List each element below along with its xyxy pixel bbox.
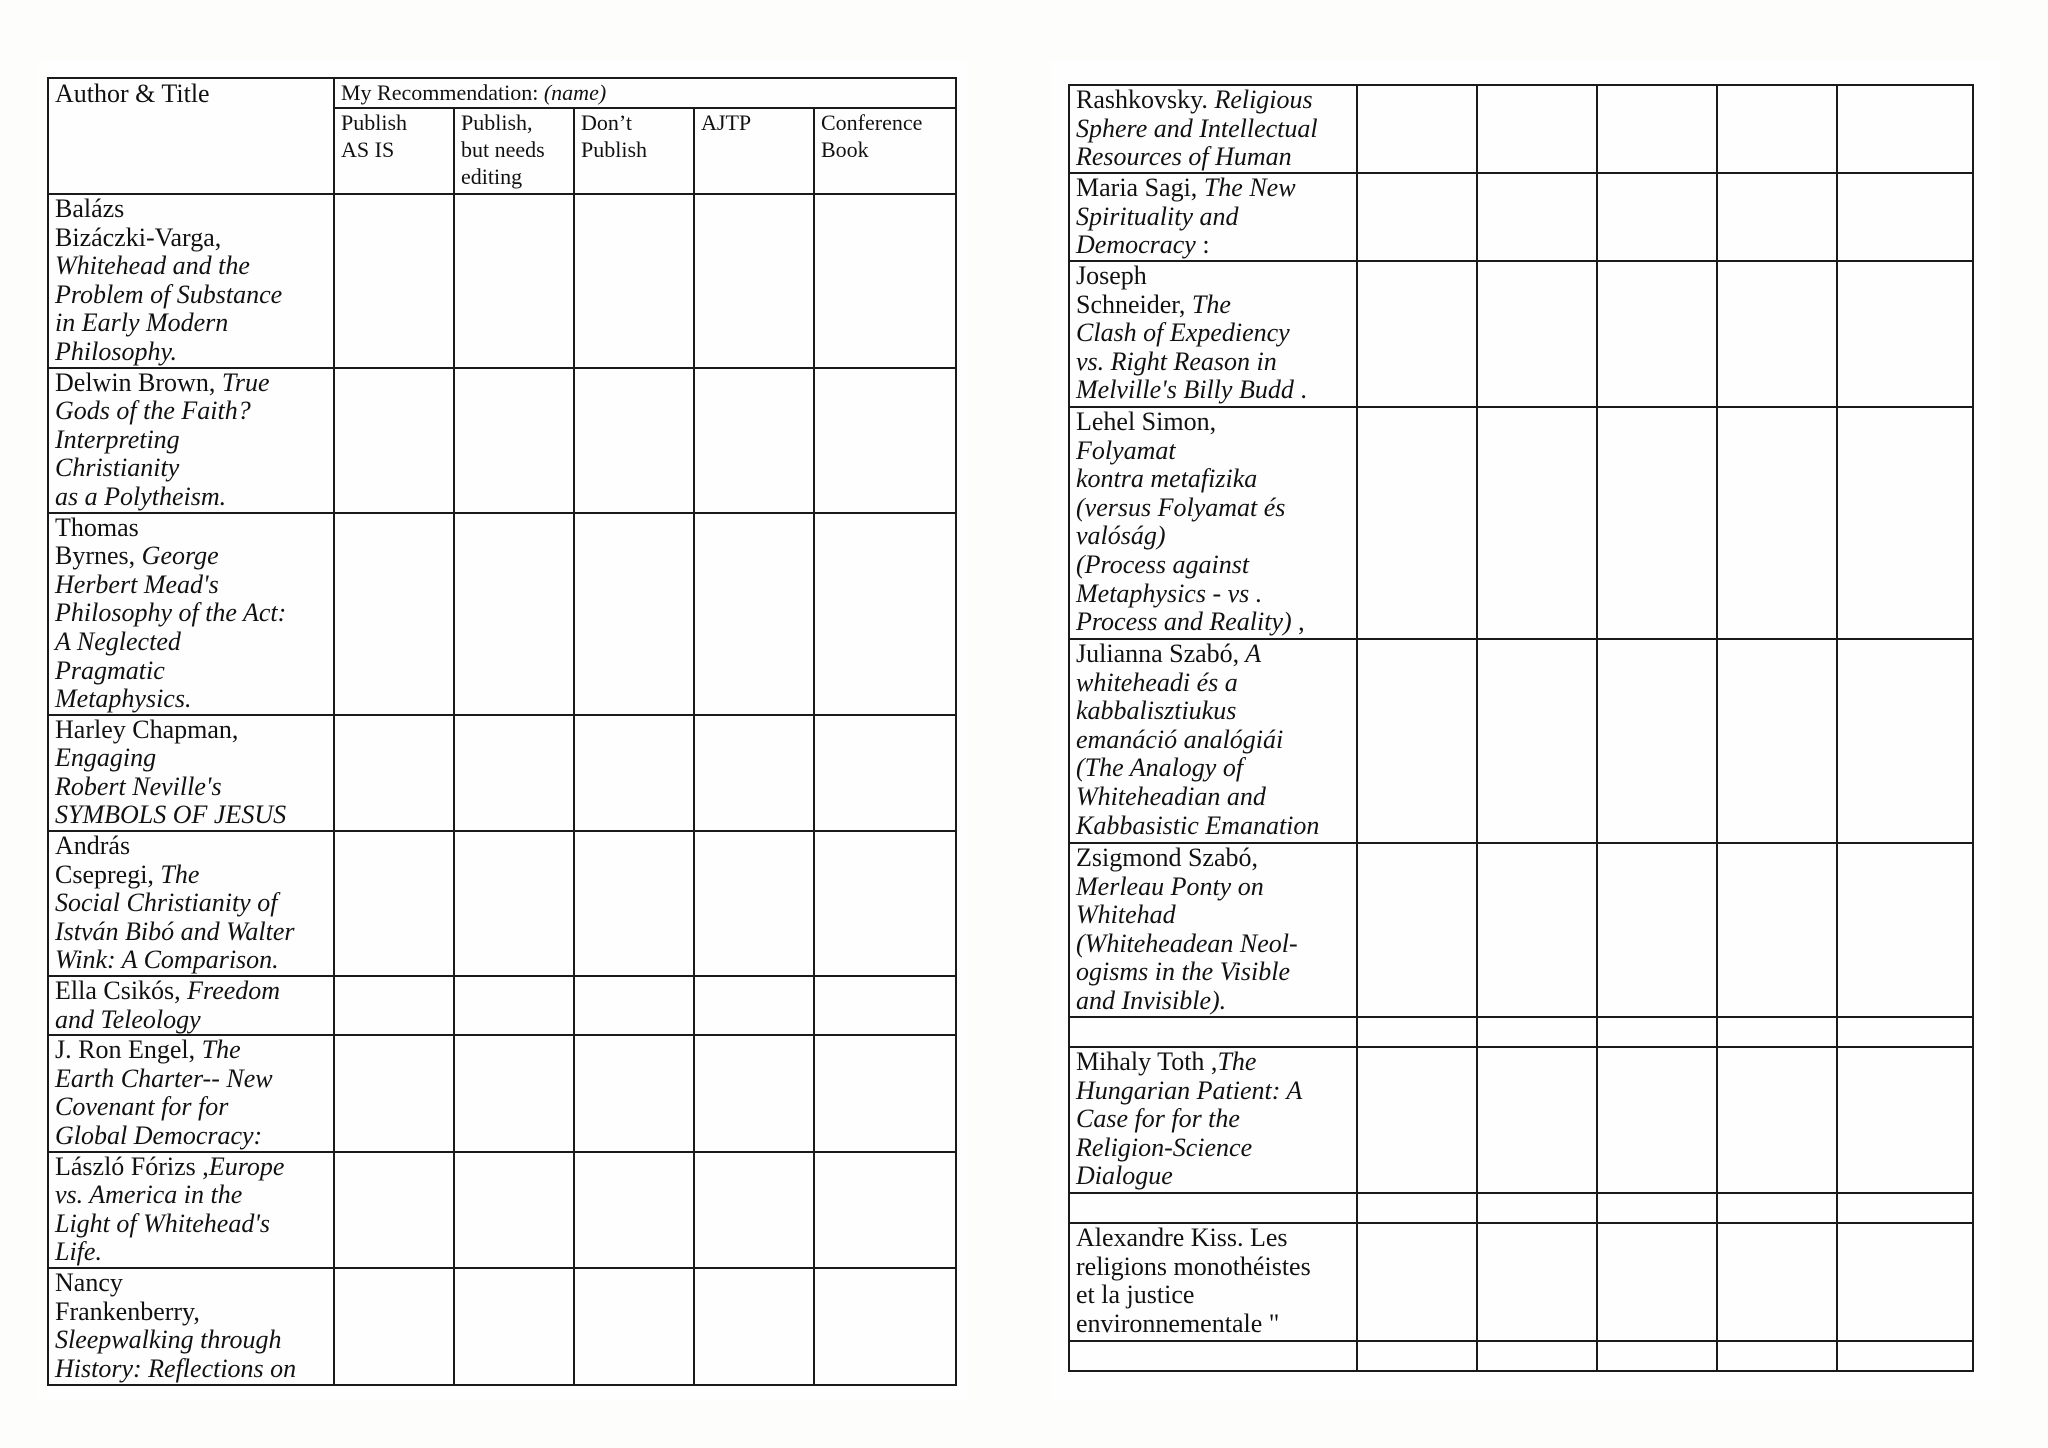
entry-cell	[1069, 639, 1357, 843]
checkbox-dont-publish[interactable]	[1597, 1193, 1717, 1223]
checkbox-publish-needs-editing[interactable]	[1477, 1193, 1597, 1223]
entry-author: András Csepregi,	[55, 831, 154, 889]
table-row	[48, 831, 956, 976]
entry-cell	[1069, 85, 1357, 173]
entry-cell	[1069, 173, 1357, 261]
table-row	[1069, 639, 1973, 843]
checkbox-publish-as-is[interactable]	[1357, 843, 1477, 1017]
checkbox-ajtp[interactable]	[694, 715, 814, 831]
checkbox-publish-needs-editing[interactable]	[1477, 407, 1597, 639]
entry-cell	[48, 976, 334, 1035]
checkbox-conference-book[interactable]	[814, 831, 956, 976]
entry-title: Engaging Robert Neville's SYMBOLS OF JESUS	[55, 743, 287, 830]
entry-author: Lehel Simon,	[1076, 407, 1217, 436]
entry-title: Folyamat kontra metafizika (versus Folyamat és valóság) (Process against Metaphysics - vs . Process and Reality)	[1076, 435, 1292, 637]
entry-cell-empty	[1069, 1193, 1357, 1223]
entry-title: Merleau Ponty on Whitehad (Whiteheadean Neol- ogisms in the Visible and Invisible).	[1076, 871, 1298, 1015]
entry-title: Whitehead and the Problem of Substance in Early Modern Philosophy.	[55, 251, 283, 366]
checkbox-publish-needs-editing[interactable]	[1477, 1047, 1597, 1193]
entry-author: Harley Chapman,	[55, 714, 239, 744]
checkbox-publish-needs-editing[interactable]	[454, 1152, 574, 1268]
checkbox-conference-book[interactable]	[814, 1035, 956, 1151]
entry-author: Zsigmond Szabó,	[1076, 843, 1258, 872]
checkbox-publish-as-is[interactable]	[1357, 639, 1477, 843]
entry-cell	[48, 194, 334, 368]
checkbox-ajtp[interactable]	[694, 1268, 814, 1385]
table-row	[1069, 85, 1973, 173]
entry-title: Freedom and Teleology	[55, 976, 281, 1034]
entry-cell	[48, 1035, 334, 1151]
checkbox-publish-as-is[interactable]	[334, 194, 454, 368]
entry-author: Maria Sagi,	[1076, 173, 1198, 202]
entry-cell	[1069, 407, 1357, 639]
checkbox-ajtp[interactable]	[1717, 261, 1837, 407]
table-row-empty	[1069, 1341, 1973, 1371]
checkbox-publish-needs-editing[interactable]	[1477, 261, 1597, 407]
table-row	[1069, 843, 1973, 1017]
checkbox-dont-publish[interactable]	[1597, 1341, 1717, 1371]
checkbox-publish-as-is[interactable]	[1357, 261, 1477, 407]
checkbox-conference-book[interactable]	[1837, 843, 1973, 1017]
entry-cell	[48, 715, 334, 831]
entry-suffix: .	[1293, 375, 1307, 405]
checkbox-ajtp[interactable]	[694, 1035, 814, 1151]
checkbox-ajtp[interactable]	[1717, 173, 1837, 261]
checkbox-publish-needs-editing[interactable]	[454, 831, 574, 976]
column-publish-needs-editing: Publish, but needs editing	[454, 108, 574, 194]
checkbox-publish-as-is[interactable]	[334, 368, 454, 513]
checkbox-ajtp[interactable]	[1717, 1193, 1837, 1223]
entry-title: The Clash of Expediency vs. Right Reason in Melville's Billy Budd	[1076, 289, 1294, 405]
checkbox-publish-as-is[interactable]	[1357, 1193, 1477, 1223]
checkbox-dont-publish[interactable]	[1597, 85, 1717, 173]
table-row	[48, 1268, 956, 1385]
checkbox-publish-needs-editing[interactable]	[454, 513, 574, 715]
checkbox-conference-book[interactable]	[814, 976, 956, 1035]
checkbox-dont-publish[interactable]	[1597, 1017, 1717, 1047]
entry-author: Delwin Brown,	[55, 367, 216, 397]
checkbox-ajtp[interactable]	[694, 194, 814, 368]
entry-cell-empty	[1069, 1341, 1357, 1371]
recommendation-header	[334, 78, 956, 108]
checkbox-publish-as-is[interactable]	[1357, 1341, 1477, 1371]
checkbox-publish-needs-editing[interactable]	[1477, 1017, 1597, 1047]
entry-cell	[48, 513, 334, 715]
checkbox-publish-needs-editing[interactable]	[454, 368, 574, 513]
table-row	[48, 1152, 956, 1268]
entry-title: The Social Christianity of István Bibó and Walter Wink: A Comparison.	[55, 859, 295, 975]
checkbox-ajtp[interactable]	[1717, 1047, 1837, 1193]
table-row	[48, 194, 956, 368]
checkbox-dont-publish[interactable]	[574, 715, 694, 831]
checkbox-publish-as-is[interactable]	[1357, 1047, 1477, 1193]
checkbox-publish-as-is[interactable]	[1357, 85, 1477, 173]
checkbox-ajtp[interactable]	[694, 976, 814, 1035]
table-row	[1069, 173, 1973, 261]
checkbox-publish-as-is[interactable]	[334, 976, 454, 1035]
checkbox-publish-as-is[interactable]	[334, 1152, 454, 1268]
checkbox-ajtp[interactable]	[1717, 85, 1837, 173]
table-row	[48, 715, 956, 831]
checkbox-ajtp[interactable]	[694, 513, 814, 715]
entry-cell	[1069, 843, 1357, 1017]
checkbox-dont-publish[interactable]	[1597, 407, 1717, 639]
checkbox-dont-publish[interactable]	[574, 1268, 694, 1385]
checkbox-conference-book[interactable]	[814, 513, 956, 715]
checkbox-ajtp[interactable]	[1717, 1017, 1837, 1047]
checkbox-conference-book[interactable]	[1837, 261, 1973, 407]
checkbox-conference-book[interactable]	[1837, 1223, 1973, 1341]
checkbox-publish-needs-editing[interactable]	[1477, 843, 1597, 1017]
checkbox-conference-book[interactable]	[814, 1152, 956, 1268]
checkbox-publish-needs-editing[interactable]	[1477, 85, 1597, 173]
checkbox-dont-publish[interactable]	[1597, 843, 1717, 1017]
entry-cell	[48, 1152, 334, 1268]
checkbox-publish-needs-editing[interactable]	[454, 1035, 574, 1151]
checkbox-ajtp[interactable]	[1717, 407, 1837, 639]
table-row	[48, 976, 956, 1035]
checkbox-ajtp[interactable]	[1717, 1223, 1837, 1341]
entry-author: Ella Csikós,	[55, 976, 181, 1006]
entry-author: J. Ron Engel,	[55, 1035, 196, 1065]
entry-title: Religious Sphere and Intellectual Resources of Human	[1076, 85, 1318, 172]
checkbox-ajtp[interactable]	[1717, 843, 1837, 1017]
checkbox-conference-book[interactable]	[1837, 1047, 1973, 1193]
entry-author: Nancy Frankenberry,	[55, 1267, 200, 1326]
checkbox-publish-needs-editing[interactable]	[1477, 173, 1597, 261]
table-row	[1069, 261, 1973, 407]
entry-title: Sleepwalking through History: Reflections on	[55, 1325, 297, 1383]
entry-cell	[48, 1268, 334, 1385]
checkbox-conference-book[interactable]	[1837, 1017, 1973, 1047]
checkbox-conference-book[interactable]	[1837, 639, 1973, 843]
column-publish-as-is: Publish AS IS	[334, 108, 454, 194]
checkbox-publish-as-is[interactable]	[334, 1268, 454, 1385]
checkbox-ajtp[interactable]	[694, 831, 814, 976]
checkbox-ajtp[interactable]	[694, 1152, 814, 1268]
entry-author: László Fórizs ,	[55, 1151, 209, 1181]
entry-title: A whiteheadi és a kabbalisztiukus emanáció analógiái (The Analogy of Whiteheadian and Kabbasistic Emanation	[1076, 639, 1320, 840]
checkbox-dont-publish[interactable]	[1597, 1223, 1717, 1341]
entry-cell	[48, 368, 334, 513]
entry-cell-empty	[1069, 1017, 1357, 1047]
checkbox-dont-publish[interactable]	[1597, 173, 1717, 261]
table-row	[1069, 1223, 1973, 1341]
checkbox-ajtp[interactable]	[694, 368, 814, 513]
checkbox-ajtp[interactable]	[1717, 639, 1837, 843]
table-row	[48, 368, 956, 513]
entry-title: The Hungarian Patient: A Case for for the Religion-Science Dialogue	[1076, 1047, 1303, 1191]
checkbox-dont-publish[interactable]	[574, 976, 694, 1035]
entry-title: The Earth Charter-- New Covenant for for Global Democracy:	[55, 1035, 273, 1150]
checkbox-dont-publish[interactable]	[1597, 261, 1717, 407]
checkbox-dont-publish[interactable]	[574, 513, 694, 715]
column-conference-book: Conference Book	[814, 108, 956, 194]
checkbox-dont-publish[interactable]	[574, 1152, 694, 1268]
entry-title: George Herbert Mead's Philosophy of the Act: A Neglected Pragmatic Metaphysics.	[55, 541, 287, 714]
checkbox-ajtp[interactable]	[1717, 1341, 1837, 1371]
checkbox-publish-as-is[interactable]	[1357, 1223, 1477, 1341]
checkbox-publish-as-is[interactable]	[1357, 173, 1477, 261]
checkbox-conference-book[interactable]	[814, 1268, 956, 1385]
entry-cell	[1069, 1047, 1357, 1193]
checkbox-publish-as-is[interactable]	[334, 831, 454, 976]
left-review-table	[47, 77, 957, 1386]
entry-author: Balázs Bizáczki-Varga,	[55, 194, 222, 252]
checkbox-publish-as-is[interactable]	[1357, 407, 1477, 639]
checkbox-conference-book[interactable]	[814, 715, 956, 831]
recommendation-name: (name)	[543, 80, 607, 105]
checkbox-conference-book[interactable]	[1837, 85, 1973, 173]
entry-title: Europe vs. America in the Light of Whitehead's Life.	[55, 1151, 285, 1267]
checkbox-publish-needs-editing[interactable]	[454, 1268, 574, 1385]
checkbox-publish-as-is[interactable]	[334, 715, 454, 831]
checkbox-conference-book[interactable]	[1837, 407, 1973, 639]
checkbox-dont-publish[interactable]	[574, 1035, 694, 1151]
checkbox-publish-needs-editing[interactable]	[1477, 1223, 1597, 1341]
entry-cell	[1069, 1223, 1357, 1341]
entry-author: Mihaly Toth ,	[1076, 1047, 1218, 1076]
table-row-empty	[1069, 1017, 1973, 1047]
right-review-table	[1068, 84, 1974, 1372]
entry-title: The New Spirituality and Democracy	[1076, 173, 1296, 260]
checkbox-dont-publish[interactable]	[574, 194, 694, 368]
checkbox-conference-book[interactable]	[1837, 1341, 1973, 1371]
checkbox-publish-needs-editing[interactable]	[454, 194, 574, 368]
entry-suffix: :	[1195, 230, 1210, 260]
table-row	[48, 1035, 956, 1151]
column-ajtp: AJTP	[694, 108, 814, 194]
recommendation-label: My Recommendation:	[341, 80, 539, 105]
checkbox-conference-book[interactable]	[1837, 1193, 1973, 1223]
author-title-header: Author & Title	[48, 78, 334, 194]
checkbox-publish-as-is[interactable]	[334, 1035, 454, 1151]
checkbox-dont-publish[interactable]	[574, 368, 694, 513]
table-row-empty	[1069, 1193, 1973, 1223]
entry-author: Joseph Schneider,	[1076, 261, 1186, 319]
checkbox-dont-publish[interactable]	[1597, 639, 1717, 843]
table-row	[1069, 407, 1973, 639]
checkbox-publish-as-is[interactable]	[1357, 1017, 1477, 1047]
entry-author: Julianna Szabó,	[1076, 639, 1240, 668]
table-row	[48, 513, 956, 715]
checkbox-publish-needs-editing[interactable]	[454, 715, 574, 831]
entry-cell	[1069, 261, 1357, 407]
checkbox-publish-as-is[interactable]	[334, 513, 454, 715]
checkbox-conference-book[interactable]	[1837, 173, 1973, 261]
checkbox-dont-publish[interactable]	[1597, 1047, 1717, 1193]
checkbox-publish-needs-editing[interactable]	[1477, 639, 1597, 843]
entry-title: True Gods of the Faith? Interpreting Christianity as a Polytheism.	[55, 367, 270, 511]
column-dont-publish: Don’t Publish	[574, 108, 694, 194]
entry-author: Thomas Byrnes,	[55, 512, 139, 571]
entry-cell	[48, 831, 334, 976]
table-row	[1069, 1047, 1973, 1193]
checkbox-publish-needs-editing[interactable]	[454, 976, 574, 1035]
entry-author: Alexandre Kiss. Les religions monothéistes et la justice environnementale "	[1076, 1223, 1311, 1338]
entry-suffix: ,	[1291, 607, 1305, 637]
checkbox-conference-book[interactable]	[814, 194, 956, 368]
checkbox-publish-needs-editing[interactable]	[1477, 1341, 1597, 1371]
entry-author: Rashkovsky.	[1076, 85, 1208, 114]
checkbox-dont-publish[interactable]	[574, 831, 694, 976]
checkbox-conference-book[interactable]	[814, 368, 956, 513]
